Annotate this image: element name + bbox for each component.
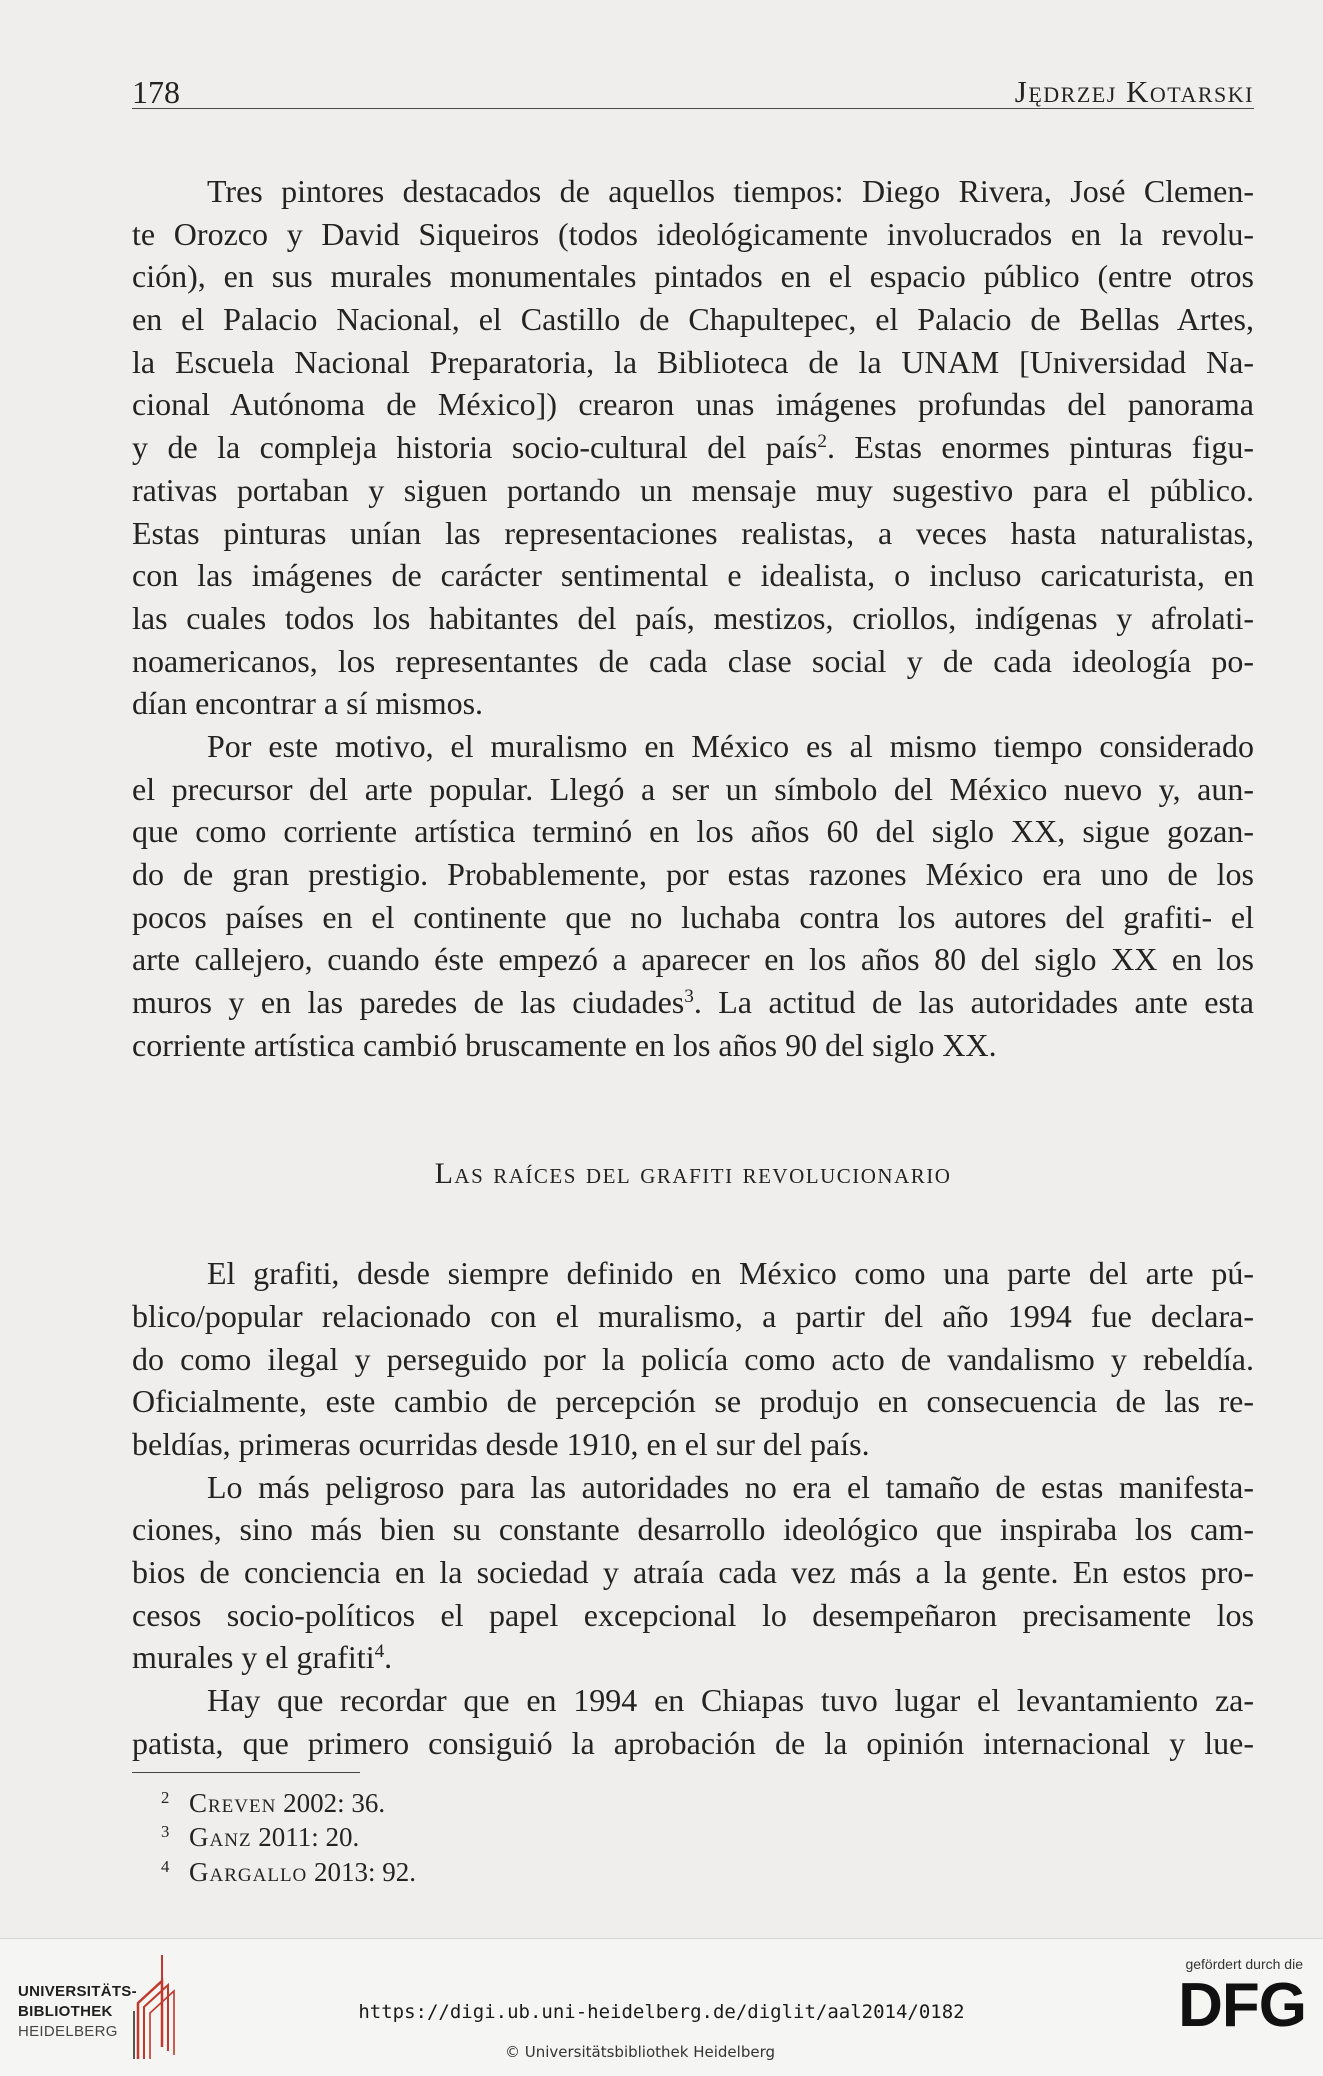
library-footer — [0, 1938, 1323, 2076]
text-line: ciones, sino más bien su constante desarrollo ideológico que inspiraba los cam- — [132, 1511, 1254, 1548]
footnote-author: Creven — [189, 1788, 277, 1818]
funder-caption: gefördert durch die — [1185, 1956, 1303, 1972]
text-segment: . Estas enormes pinturas figu- — [826, 429, 1255, 466]
text-line: bios de conciencia en la sociedad y atraía cada vez más a la gente. En estos pro- — [132, 1553, 1254, 1590]
text-segment: y de la compleja historia socio-cultural del país — [132, 429, 818, 466]
footnote-marker: 3 — [684, 985, 694, 1007]
footnote-marker: 2 — [817, 430, 827, 452]
text-line — [132, 1636, 1254, 1679]
text-line: beldías, primeras ocurridas desde 1910, en el sur del país. — [132, 1425, 870, 1462]
section-heading: Las raíces del grafiti revolucionario — [434, 1157, 952, 1191]
footnote-reference: 2011: 20. — [258, 1822, 360, 1853]
text-line: cesos socio-políticos el papel excepcional lo desempeñaron precisamente los — [132, 1596, 1254, 1633]
text-line: ción), en sus murales monumentales pintados en el espacio público (entre otros — [132, 258, 1254, 295]
footnote-marker: 4 — [374, 1640, 385, 1662]
text-line: patista, que primero consiguió la aprobación de la opinión internacional y lue- — [132, 1724, 1254, 1761]
main-text — [132, 170, 1254, 1764]
footnote-rule — [132, 1772, 360, 1773]
library-name-line: HEIDELBERG — [18, 2023, 118, 2040]
text-line: El grafiti, desde siempre definido en México como una parte del arte pú- — [207, 1255, 1254, 1292]
text-line: Tres pintores destacados de aquellos tiempos: Diego Rivera, José Clemen- — [207, 173, 1254, 209]
text-line: Oficialmente, este cambio de percepción se produjo en consecuencia de las re- — [132, 1383, 1254, 1420]
footnote-author: Gargallo — [189, 1856, 308, 1887]
text-line: que como corriente artística terminó en los años 60 del siglo XX, sigue gozan- — [132, 813, 1254, 850]
text-line — [132, 981, 1254, 1024]
text-line: Por este motivo, el muralismo en México es al mismo tiempo considerado — [207, 727, 1254, 764]
footnotes — [161, 1786, 416, 1889]
page-number: 178 — [132, 74, 180, 110]
text-segment: murales y el grafiti — [132, 1639, 375, 1676]
footnote: 2 Creven 2002: 36. — [161, 1787, 386, 1818]
library-name-line: UNIVERSITÄTS- — [18, 1983, 137, 2000]
permalink-url: https://digi.ub.uni-heidelberg.de/diglit/aal2014/0182 — [358, 2001, 965, 2023]
text-line: arte callejero, cuando éste empezó a aparecer en los años 80 del siglo XX en los — [132, 941, 1254, 978]
text-line: dían encontrar a sí mismos. — [132, 685, 484, 722]
text-line: Estas pinturas unían las representaciones realistas, a veces hasta naturalistas, — [132, 514, 1254, 551]
text-line: te Orozco y David Siqueiros (todos ideológicamente involucrados en la revolu- — [132, 215, 1254, 252]
text-line: blico/popular relacionado con el muralismo, a partir del año 1994 fue declara- — [132, 1297, 1254, 1334]
text-line: cional Autónoma de México]) crearon unas imágenes profundas del panorama — [132, 386, 1254, 423]
paragraph — [132, 1466, 1254, 1679]
text-line: pocos países en el continente que no luchaba contra los autores del grafiti- el — [132, 898, 1254, 935]
footnote: 4 Gargallo 2013: 92. — [161, 1856, 417, 1887]
text-line: rativas portaban y siguen portando un mensaje muy sugestivo para el público. — [132, 471, 1254, 508]
paragraph — [132, 1252, 1254, 1465]
running-head-author: Jędrzej Kotarski — [1014, 74, 1254, 109]
text-line: Hay que recordar que en 1994 en Chiapas tuvo lugar el levantamiento za- — [207, 1682, 1254, 1719]
footnote: 3 Ganz 2011: 20. — [161, 1822, 360, 1853]
text-line: do de gran prestigio. Probablemente, por estas razones México era uno de los — [132, 856, 1254, 892]
text-segment: . La actitud de las autoridades ante esta — [693, 984, 1255, 1021]
text-segment: . — [384, 1639, 393, 1676]
text-line: con las imágenes de carácter sentimental e idealista, o incluso caricaturista, en — [132, 557, 1254, 594]
paragraph — [132, 170, 1254, 725]
header-rule — [132, 108, 1254, 109]
text-line: Lo más peligroso para las autoridades no era el tamaño de estas manifesta- — [207, 1468, 1254, 1505]
dfg-logo: DFG — [1178, 1971, 1306, 2040]
footnote-author: Ganz — [189, 1822, 252, 1853]
paragraph — [132, 725, 1254, 1067]
text-line: la Escuela Nacional Preparatoria, la Biblioteca de la UNAM [Universidad Na- — [132, 343, 1254, 380]
text-line: las cuales todos los habitantes del país, mestizos, criollos, indígenas y afrolati- — [132, 599, 1254, 636]
text-line: en el Palacio Nacional, el Castillo de Chapultepec, el Palacio de Bellas Artes, — [132, 301, 1254, 338]
footnote-reference: 2002: 36. — [283, 1788, 386, 1818]
library-name-line: BIBLIOTHEK — [18, 2003, 113, 2020]
copyright-notice: © Universitätsbibliothek Heidelberg — [504, 2043, 775, 2061]
text-segment: muros y en las paredes de las ciudades — [132, 984, 685, 1021]
text-line: noamericanos, los representantes de cada clase social y de cada ideología po- — [132, 642, 1254, 679]
text-line: el precursor del arte popular. Llegó a ser un símbolo del México nuevo y, aun- — [132, 770, 1254, 807]
text-line: corriente artística cambió bruscamente en los años 90 del siglo XX. — [132, 1026, 997, 1063]
paragraph — [132, 1679, 1254, 1764]
footnote-reference: 2013: 92. — [314, 1856, 417, 1887]
text-line: do como ilegal y perseguido por la policía como acto de vandalismo y rebeldía. — [132, 1340, 1254, 1377]
text-line — [132, 426, 1254, 469]
